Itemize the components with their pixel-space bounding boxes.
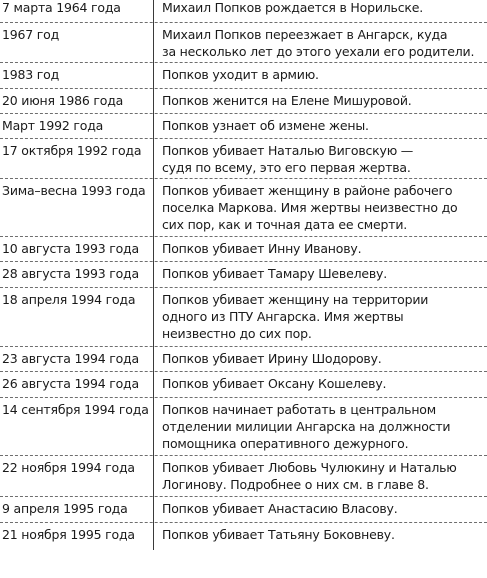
- row-event: [162, 526, 485, 543]
- event-line: Михаил Попков рождается в Норильске.: [162, 0, 423, 15]
- event-line: поселка Маркова. Имя жертвы неизвестно до: [162, 200, 458, 215]
- event-line: Попков убивает Оксану Кошелеву.: [162, 376, 387, 391]
- row-event: [162, 26, 485, 60]
- event-line: Попков убивает женщину на территории: [162, 292, 429, 307]
- event-line: Попков убивает Ирину Шодорову.: [162, 351, 382, 366]
- row-date: 28 августа 1993 года: [2, 266, 139, 281]
- timeline-row: [0, 114, 487, 139]
- event-line: Попков убивает Анастасию Власову.: [162, 501, 398, 516]
- row-event: [162, 401, 485, 452]
- event-line: Попков убивает Любовь Чулюкину и Наталью: [162, 460, 457, 475]
- row-date: 10 августа 1993 года: [2, 241, 139, 256]
- timeline-row: [0, 262, 487, 288]
- row-event: [162, 117, 485, 134]
- timeline-row: [0, 372, 487, 398]
- row-date: 26 августа 1994 года: [2, 376, 139, 391]
- row-event: [162, 265, 485, 282]
- row-event: [162, 240, 485, 257]
- row-event: [162, 182, 485, 233]
- row-date: 1967 год: [2, 27, 60, 42]
- event-line: отделении милиции Ангарска на должности: [162, 419, 451, 434]
- timeline-row: [0, 0, 487, 23]
- timeline-row: [0, 523, 487, 549]
- timeline-row: [0, 497, 487, 523]
- timeline-row: [0, 89, 487, 114]
- row-date: 23 августа 1994 года: [2, 351, 139, 366]
- event-line: неизвестно до сих пор.: [162, 326, 312, 341]
- event-line: сих пор, как и точная дата ее смерти.: [162, 217, 408, 232]
- event-line: Логинову. Подробнее о них см. в главе 8.: [162, 477, 429, 492]
- row-date: Март 1992 года: [2, 118, 104, 133]
- event-line: одного из ПТУ Ангарска. Имя жертвы: [162, 309, 404, 324]
- timeline-row: [0, 139, 487, 179]
- event-line: Попков убивает Инну Иванову.: [162, 241, 362, 256]
- row-date: Зима–весна 1993 года: [2, 183, 146, 198]
- row-event: [162, 459, 485, 493]
- event-line: судя по всему, это его первая жертва.: [162, 160, 411, 175]
- event-line: Попков уходит в армию.: [162, 67, 319, 82]
- timeline-row: [0, 347, 487, 372]
- event-line: Попков убивает Татьяну Боковневу.: [162, 527, 395, 542]
- row-event: [162, 375, 485, 392]
- event-line: Михаил Попков переезжает в Ангарск, куда: [162, 27, 448, 42]
- row-date: 18 апреля 1994 года: [2, 292, 136, 307]
- timeline-row: [0, 456, 487, 497]
- timeline-row: [0, 63, 487, 89]
- row-date: 14 сентября 1994 года: [2, 402, 149, 417]
- row-event: [162, 291, 485, 342]
- timeline-row: [0, 237, 487, 262]
- event-line: помощника оперативного дежурного.: [162, 436, 409, 451]
- row-date: 22 ноября 1994 года: [2, 460, 135, 475]
- row-event: [162, 350, 485, 367]
- row-date: 9 апреля 1995 года: [2, 501, 128, 516]
- row-event: [162, 0, 485, 16]
- row-date: 17 октября 1992 года: [2, 143, 142, 158]
- event-line: Попков женится на Елене Мишуровой.: [162, 93, 412, 108]
- timeline-row: [0, 398, 487, 456]
- event-line: Попков убивает женщину в районе рабочего: [162, 183, 453, 198]
- row-date: 7 марта 1964 года: [2, 0, 121, 15]
- row-event: [162, 142, 485, 176]
- row-date: 21 ноября 1995 года: [2, 527, 135, 542]
- event-line: Попков убивает Наталью Виговскую —: [162, 143, 414, 158]
- row-date: 1983 год: [2, 67, 60, 82]
- timeline-row: [0, 179, 487, 237]
- timeline-row: [0, 288, 487, 347]
- row-event: [162, 500, 485, 517]
- event-line: Попков убивает Тамару Шевелеву.: [162, 266, 387, 281]
- row-event: [162, 92, 485, 109]
- row-event: [162, 66, 485, 83]
- event-line: Попков начинает работать в центральном: [162, 402, 436, 417]
- timeline-row: [0, 23, 487, 63]
- event-line: Попков узнает об измене жены.: [162, 118, 369, 133]
- event-line: за несколько лет до этого уехали его родители.: [162, 44, 475, 59]
- row-date: 20 июня 1986 года: [2, 93, 124, 108]
